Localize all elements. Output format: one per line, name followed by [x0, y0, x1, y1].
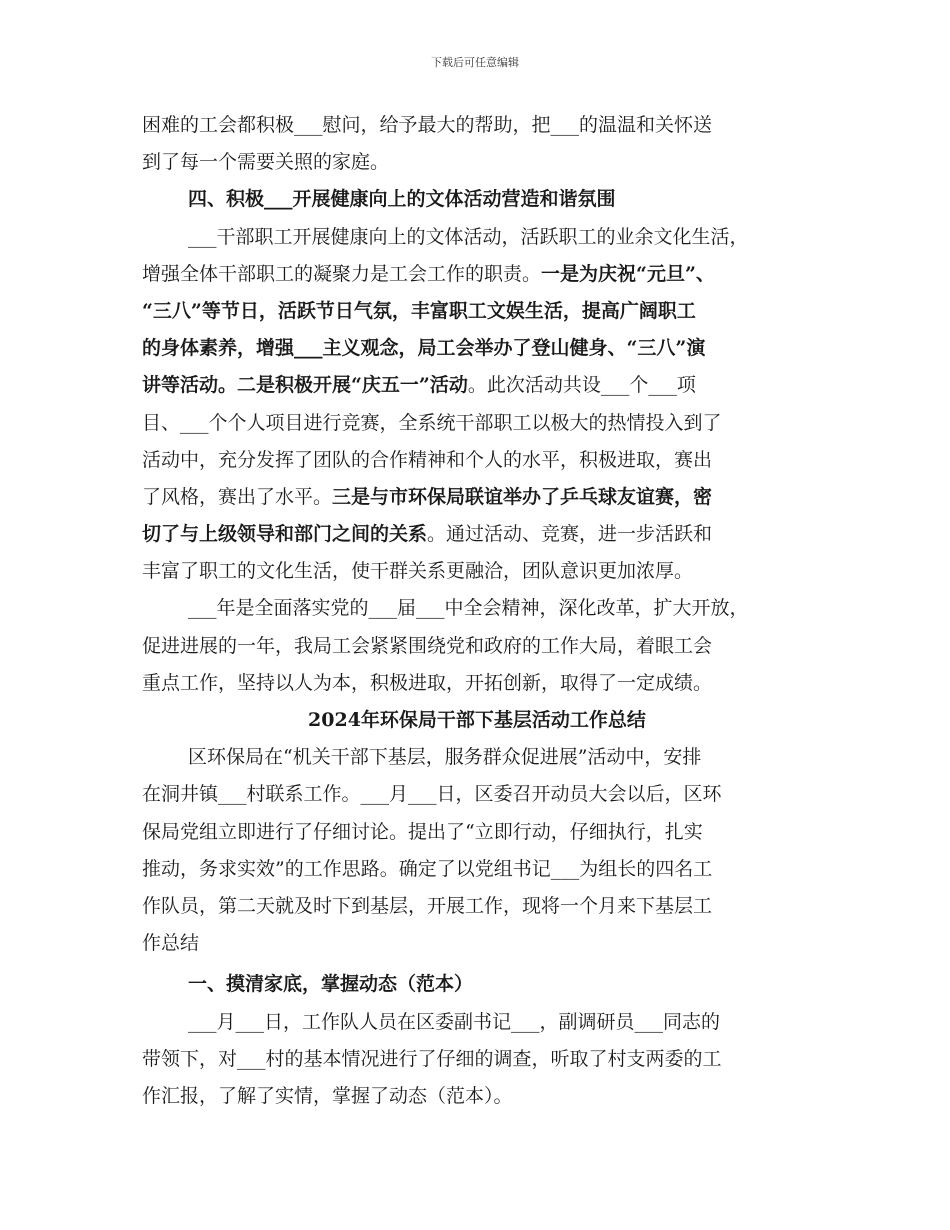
text-line — [142, 293, 812, 330]
text-line — [142, 219, 812, 256]
text-line — [142, 739, 812, 776]
text-segment: 丰富了职工的文化生活，使干群关系更融洽，团队意识更加浓厚。 — [142, 560, 694, 583]
text-segment: 作汇报，了解了实情，掌握了动态（范本）。 — [142, 1084, 513, 1107]
text-segment: 重点工作，坚持以人为本，积极进取，开拓创新，取得了一定成绩。 — [142, 671, 713, 694]
bold-text-segment: 四、积极___开展健康向上的文体活动营造和谐氛围 — [188, 188, 616, 211]
page-header: 下载后可任意编辑 — [431, 56, 519, 69]
text-segment: 了风格，赛出了水平。 — [142, 485, 333, 508]
document-title — [142, 702, 812, 739]
text-segment: ___年是全面落实党的___届___中全会精神，深化改革，扩大开放， — [188, 597, 749, 620]
bold-text-segment: 三是与市环保局联谊举办了乒乓球友谊赛，密 — [332, 485, 713, 508]
text-line — [142, 966, 812, 1003]
text-line — [142, 1041, 812, 1078]
text-segment: 区环保局在“机关干部下基层，服务群众促进展”活动中，安排 — [188, 746, 702, 769]
text-line — [142, 330, 812, 367]
text-line — [142, 628, 812, 665]
bold-text-segment: 一是为庆祝“元旦”、 — [541, 262, 715, 285]
text-segment: 保局党组立即进行了仔细讨论。提出了“立即行动，仔细执行，扎实 — [142, 820, 703, 843]
text-line — [142, 367, 812, 404]
bold-text-segment: 切了与上级领导和部门之间的关系 — [142, 523, 428, 546]
text-line — [142, 590, 812, 627]
text-segment: 活动中，充分发挥了团队的合作精神和个人的水平，积极进取，赛出 — [142, 448, 713, 471]
text-segment: 增强全体干部职工的凝聚力是工会工作的职责。 — [142, 262, 542, 285]
document-body — [142, 107, 812, 1115]
text-line — [142, 925, 812, 962]
text-line — [142, 553, 812, 590]
bold-text-segment: 讲等活动。二是积极开展“庆五一”活动 — [142, 374, 468, 397]
text-segment: 在洞井镇___村联系工作。___月___日，区委召开动员大会以后，区环 — [142, 783, 722, 806]
text-line — [142, 776, 812, 813]
text-line — [142, 814, 812, 851]
text-segment: 推动，务求实效”的工作思路。确定了以党组书记___为组长的四名工 — [142, 857, 713, 880]
text-segment: 带领下，对___村的基本情况进行了仔细的调查，听取了村支两委的工 — [142, 1047, 722, 1070]
text-line — [142, 405, 812, 442]
text-segment: 促进进展的一年，我局工会紧紧围绕党和政府的工作大局，着眼工会 — [142, 634, 713, 657]
text-segment: 。通过活动、竞赛，进一步活跃和 — [427, 523, 713, 546]
text-line — [142, 107, 812, 144]
text-line — [142, 442, 812, 479]
text-segment: ___月___日，工作队人员在区委副书记___，副调研员___同志的 — [188, 1010, 721, 1033]
text-line — [142, 479, 812, 516]
bold-text-segment: 一、摸清家底，掌握动态（范本） — [188, 973, 474, 996]
text-segment: 困难的工会都积极___慰问，给予最大的帮助，把___的温温和关怀送 — [142, 114, 713, 136]
text-line — [142, 1078, 812, 1115]
text-segment: ___干部职工开展健康向上的文体活动，活跃职工的业余文化生活， — [188, 225, 749, 248]
text-segment: 到了每一个需要关照的家庭。 — [142, 151, 390, 174]
bold-text-segment: 2024年环保局干部下基层活动工作总结 — [308, 709, 646, 731]
text-line — [142, 256, 812, 293]
bold-text-segment: 的身体素养，增强___主义观念，局工会举办了登山健身、“三八”演 — [142, 337, 706, 360]
text-line — [142, 888, 812, 925]
text-segment: 。此次活动共设___个___项 — [467, 374, 696, 397]
text-line — [142, 1004, 812, 1041]
text-segment: 作总结 — [142, 932, 200, 955]
bold-text-segment: “三八”等节日，活跃节日气氛，丰富职工文娱生活，提高广阔职工 — [142, 299, 696, 322]
text-line — [142, 851, 812, 888]
text-segment: 作队员，第二天就及时下到基层，开展工作，现将一个月来下基层工 — [142, 894, 713, 917]
text-line — [142, 516, 812, 553]
text-line — [142, 144, 812, 181]
text-line — [142, 181, 812, 218]
text-segment: 目、___个个人项目进行竞赛，全系统干部职工以极大的热情投入到了 — [142, 411, 722, 434]
text-line — [142, 665, 812, 702]
